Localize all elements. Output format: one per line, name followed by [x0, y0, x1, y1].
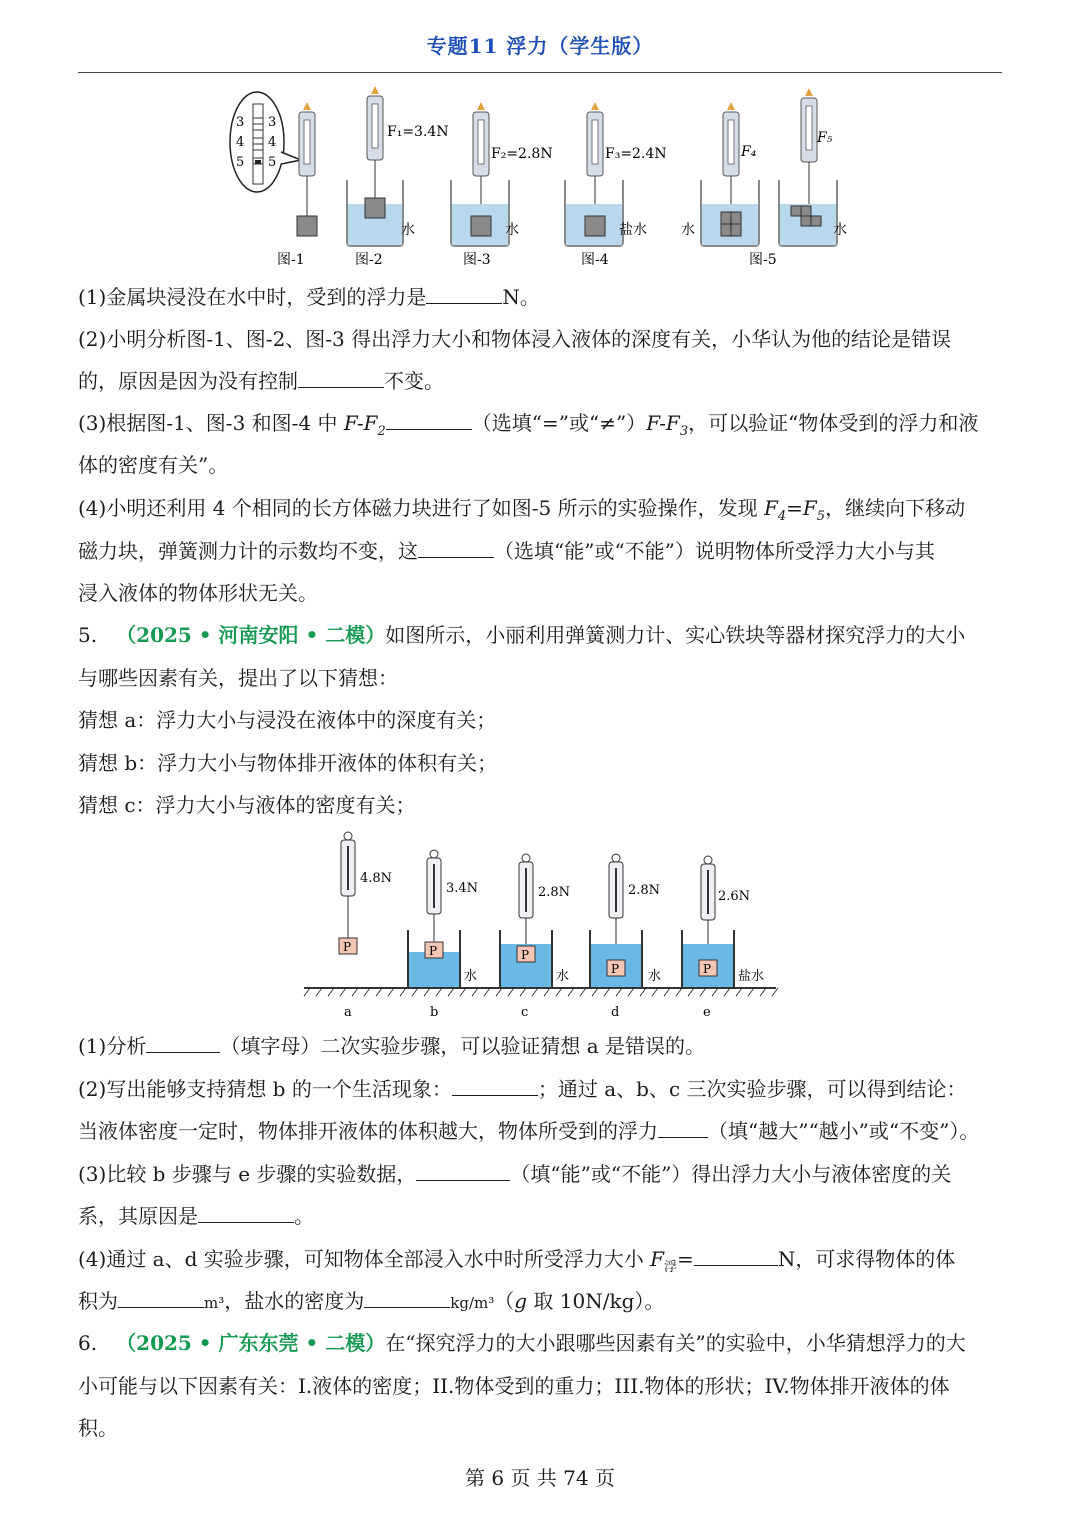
liquid-label: 水	[505, 222, 519, 238]
liquid-label: 水	[556, 969, 570, 984]
q6-line1: 6. （2025 • 广东东莞 • 二模）在“探究浮力的大小跟哪些因素有关”的实验中，小华猜想浮力的大	[78, 1331, 966, 1355]
step-label: b	[430, 1005, 439, 1020]
q4-part4-line3: 浸入液体的物体形状无关。	[78, 581, 318, 605]
answer-blank[interactable]	[658, 1117, 708, 1138]
q6-line3: 积。	[78, 1416, 118, 1440]
figure-1-spring-scale-experiments	[225, 82, 865, 272]
figure-caption: 图-2	[355, 252, 383, 268]
answer-blank[interactable]	[118, 1287, 204, 1308]
scale-label: 4	[236, 135, 245, 150]
block-label: P	[703, 962, 712, 976]
liquid-label: 盐水	[619, 222, 647, 238]
step-label: c	[521, 1005, 529, 1020]
scale-label: 3	[236, 115, 245, 130]
scale-label: 5	[236, 155, 245, 170]
block-label: P	[521, 948, 530, 962]
answer-blank[interactable]	[298, 367, 384, 388]
spring-scale-1	[297, 102, 317, 236]
metal-block	[585, 216, 605, 236]
q5-intro-line1: 5. （2025 • 河南安阳 • 二模）如图所示，小丽利用弹簧测力计、实心铁块等器材探究浮力的大小	[78, 623, 966, 647]
answer-blank[interactable]	[416, 1160, 510, 1181]
q5-part2-line1: (2)写出能够支持猜想 b 的一个生活现象： ；通过 a、b、c 三次实验步骤，可以得到结论：	[78, 1077, 967, 1101]
answer-blank[interactable]	[198, 1202, 294, 1223]
reading-f5: F₅	[817, 130, 833, 146]
scale-label: 4	[268, 135, 277, 150]
q4-part4-line1: (4)小明还利用 4 个相同的长方体磁力块进行了如图-5 所示的实验操作，发现 $F_4=F_5$，继续向下移动	[78, 496, 966, 524]
reading-step-b: 3.4N	[446, 881, 479, 896]
q5-part4-line1: (4)通过 a、d 实验步骤，可知物体全部浸入水中时所受浮力大小 $F_浮= N$，可求得物体的体	[78, 1247, 956, 1275]
answer-blank[interactable]	[418, 537, 494, 558]
q5-part4-line2: 积为 m³，盐水的密度为 kg/m³（g 取 10N/kg）。	[78, 1289, 665, 1313]
block-label: P	[343, 940, 352, 954]
answer-blank[interactable]	[386, 409, 472, 430]
liquid-label: 盐水	[738, 969, 765, 984]
q4-part1: (1)金属块浸没在水中时，受到的浮力是 N。	[78, 285, 540, 309]
question-source: （2025 • 广东东莞 • 二模）	[116, 1331, 386, 1355]
question-source: （2025 • 河南安阳 • 二模）	[116, 623, 386, 647]
q5-part1: (1)分析 （填字母）二次实验步骤，可以验证猜想 a 是错误的。	[78, 1034, 705, 1058]
scale-label: 3	[268, 115, 277, 130]
figure-caption: 图-1	[277, 252, 305, 268]
reading-step-a: 4.8N	[360, 871, 393, 886]
step-label: d	[611, 1005, 620, 1020]
reading-f4: F₄	[741, 144, 757, 160]
answer-blank[interactable]	[146, 1032, 220, 1053]
q4-part2-line1: (2)小明分析图-1、图-2、图-3 得出浮力大小和物体浸入液体的深度有关，小华认为他的结论是错误	[78, 327, 952, 351]
answer-blank[interactable]	[364, 1287, 450, 1308]
spring-scale-5	[701, 102, 759, 246]
step-label: e	[703, 1005, 711, 1020]
metal-block	[297, 216, 317, 236]
step-c-scale	[500, 854, 552, 988]
liquid-label: 水	[401, 222, 415, 238]
q5-part2-line2: 当液体密度一定时，物体排开液体的体积越大，物体所受到的浮力 （填“越大”“越小”或“不变”）。	[78, 1119, 980, 1143]
step-label: a	[344, 1005, 352, 1020]
liquid-label: 水	[833, 222, 847, 238]
q5-guess-c: 猜想 c：浮力大小与液体的密度有关；	[78, 793, 416, 817]
q4-part2-line2: 的，原因是因为没有控制 不变。	[78, 369, 444, 393]
answer-blank[interactable]	[426, 283, 502, 304]
q4-part4-line2: 磁力块，弹簧测力计的示数均不变，这 （选填“能”或“不能”）说明物体所受浮力大小与其	[78, 539, 935, 563]
spring-scale-6	[779, 88, 837, 246]
figure-caption: 图-3	[463, 252, 491, 268]
spring-scale-3	[451, 102, 509, 246]
reading-step-d: 2.8N	[628, 883, 661, 898]
answer-blank[interactable]	[694, 1245, 778, 1266]
spring-scale-2	[347, 86, 403, 246]
figure-2-spring-scale-steps	[300, 828, 780, 1028]
magnetic-blocks-stack	[721, 212, 741, 236]
q5-guess-b: 猜想 b：浮力大小与物体排开液体的体积有关；	[78, 751, 498, 775]
reading-step-e: 2.6N	[718, 889, 751, 904]
reading-f1: F₁=3.4N	[387, 124, 449, 140]
q5-part3-line2: 系，其原因是 。	[78, 1204, 314, 1228]
reading-f2: F₂=2.8N	[491, 146, 553, 162]
header-rule	[78, 72, 1002, 73]
step-b-scale	[408, 850, 460, 988]
scale-label: 5	[268, 155, 277, 170]
metal-block	[471, 216, 491, 236]
q5-intro-line2: 与哪些因素有关，提出了以下猜想：	[78, 666, 398, 690]
reading-f3: F₃=2.4N	[605, 146, 667, 162]
reading-step-c: 2.8N	[538, 885, 571, 900]
q4-part3-line1: (3)根据图-1、图-3 和图-4 中 $F-F_2$ （选填“=”或“$\ne”)F-F_3$，可以验证“物体受到的浮力和液	[78, 411, 979, 439]
page-footer: 第 6 页 共 74 页	[465, 1466, 615, 1490]
step-a-scale	[339, 832, 357, 954]
metal-block	[365, 198, 385, 218]
liquid-label: 水	[681, 222, 695, 238]
block-label: P	[429, 944, 438, 958]
liquid-label: 水	[648, 969, 662, 984]
spring-scale-4	[565, 102, 623, 246]
figure-caption: 图-5	[749, 252, 777, 268]
liquid-label: 水	[464, 969, 478, 984]
figure-caption: 图-4	[581, 252, 609, 268]
answer-blank[interactable]	[452, 1075, 538, 1096]
block-label: P	[611, 962, 620, 976]
q6-line2: 小可能与以下因素有关：I.液体的密度；II.物体受到的重力；III.物体的形状；IV.物体排开液体的体	[78, 1374, 950, 1398]
q5-part3-line1: (3)比较 b 步骤与 e 步骤的实验数据， （填“能”或“不能”）得出浮力大小与液体密度的关	[78, 1162, 952, 1186]
q4-part3-line2: 体的密度有关”。	[78, 453, 229, 477]
page-header-title: 专题11 浮力（学生版）	[426, 34, 654, 58]
q5-guess-a: 猜想 a：浮力大小与浸没在液体中的深度有关；	[78, 708, 497, 732]
